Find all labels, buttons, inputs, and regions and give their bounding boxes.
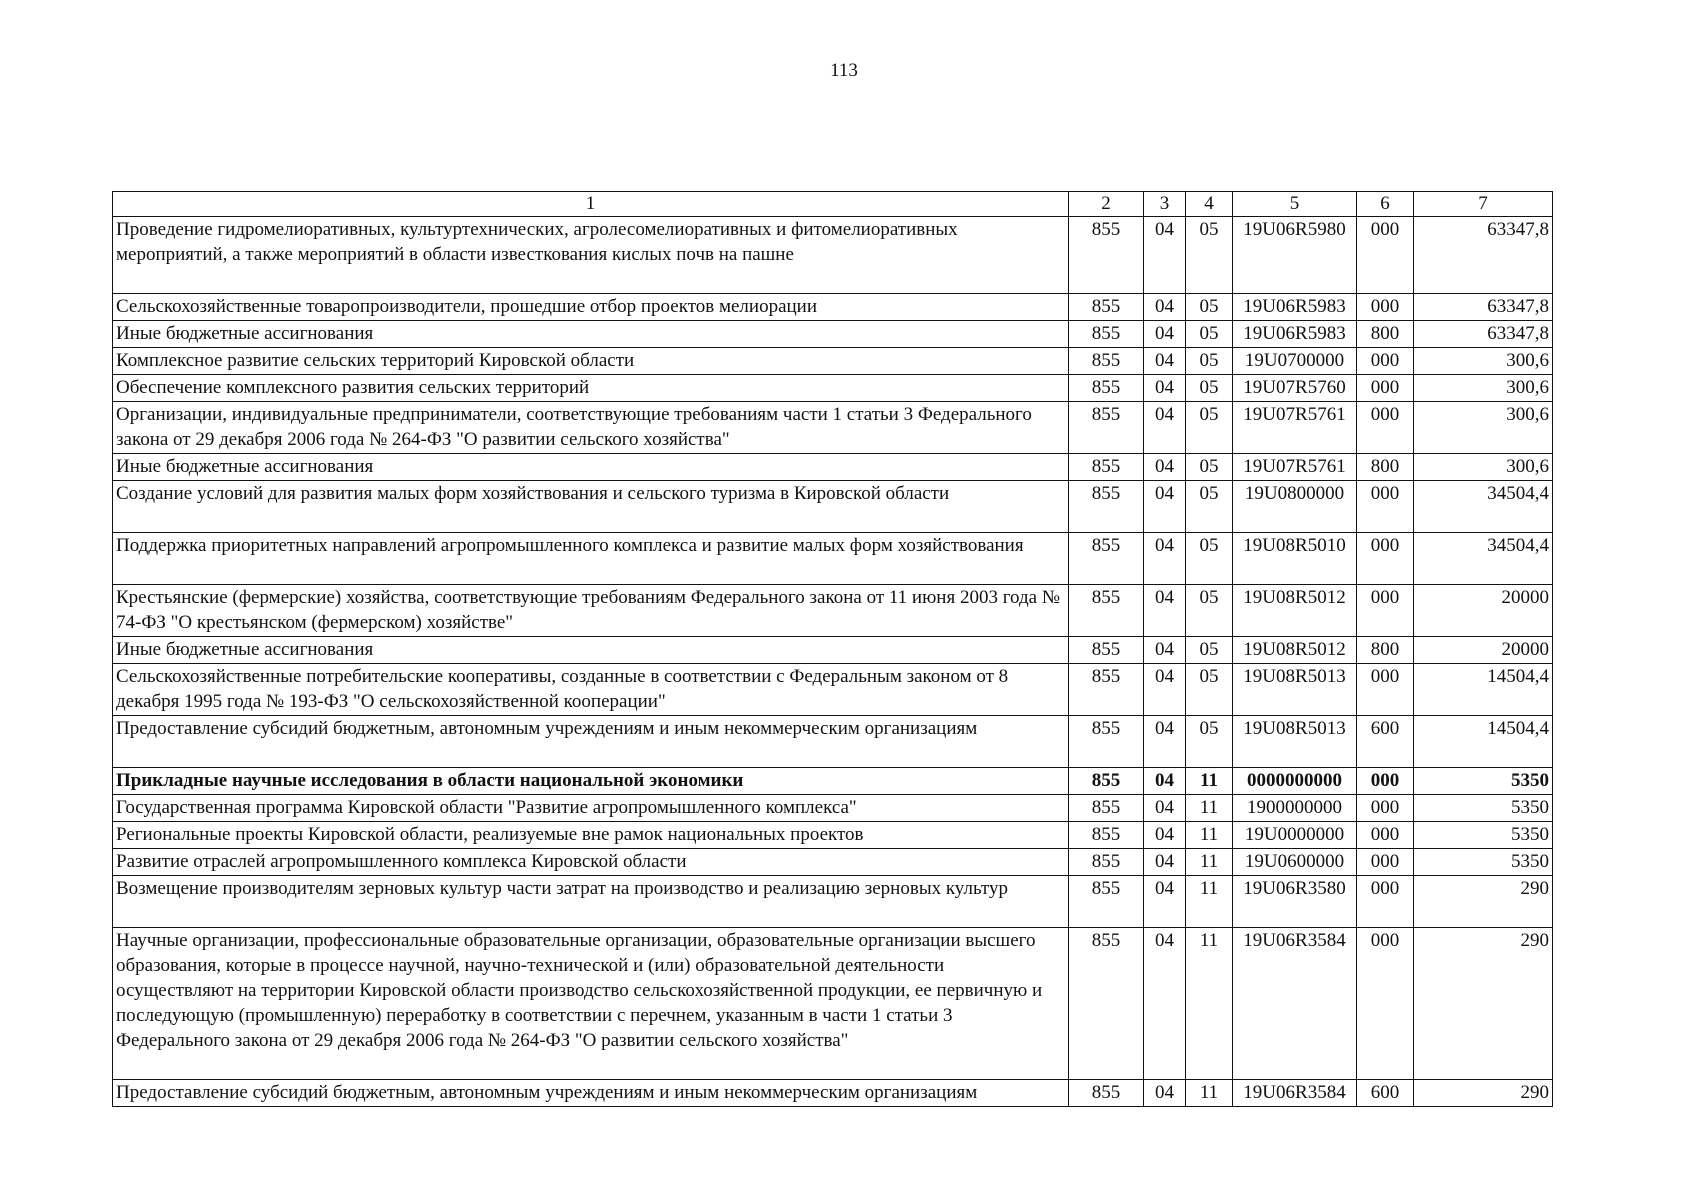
section-code-cell: 04 bbox=[1144, 876, 1186, 928]
ministry-code-cell: 855 bbox=[1069, 768, 1144, 795]
ministry-code-cell: 855 bbox=[1069, 217, 1144, 294]
table-row bbox=[113, 402, 1553, 454]
column-header: 2 bbox=[1069, 192, 1144, 217]
section-code-cell: 04 bbox=[1144, 481, 1186, 533]
amount-cell: 5350 bbox=[1414, 822, 1553, 849]
row-name-cell: Прикладные научные исследования в области национальной экономики bbox=[113, 768, 1069, 795]
row-name-cell: Организации, индивидуальные предприниматели, соответствующие требованиям части 1 статьи 3 Федерального закона от 29 декабря 2006 года № 264-ФЗ "О развитии сельского хозяйства" bbox=[113, 402, 1069, 454]
amount-cell: 14504,4 bbox=[1414, 664, 1553, 716]
table-body bbox=[113, 217, 1553, 1107]
subsection-code-cell: 05 bbox=[1186, 217, 1233, 294]
subsection-code-cell: 11 bbox=[1186, 768, 1233, 795]
target-article-cell: 19U08R5012 bbox=[1233, 585, 1357, 637]
ministry-code-cell: 855 bbox=[1069, 637, 1144, 664]
section-code-cell: 04 bbox=[1144, 795, 1186, 822]
table-row bbox=[113, 928, 1553, 1080]
amount-cell: 290 bbox=[1414, 928, 1553, 1080]
table-row bbox=[113, 585, 1553, 637]
subsection-code-cell: 05 bbox=[1186, 481, 1233, 533]
expense-type-cell: 000 bbox=[1357, 876, 1414, 928]
amount-cell: 290 bbox=[1414, 1080, 1553, 1107]
ministry-code-cell: 855 bbox=[1069, 795, 1144, 822]
column-number-row bbox=[113, 192, 1553, 217]
expense-type-cell: 000 bbox=[1357, 533, 1414, 585]
section-code-cell: 04 bbox=[1144, 822, 1186, 849]
table-row bbox=[113, 533, 1553, 585]
table-row bbox=[113, 217, 1553, 294]
amount-cell: 14504,4 bbox=[1414, 716, 1553, 768]
table-row bbox=[113, 795, 1553, 822]
subsection-code-cell: 05 bbox=[1186, 402, 1233, 454]
amount-cell: 300,6 bbox=[1414, 454, 1553, 481]
row-name-cell: Комплексное развитие сельских территорий Кировской области bbox=[113, 348, 1069, 375]
row-name-cell: Развитие отраслей агропромышленного комплекса Кировской области bbox=[113, 849, 1069, 876]
table-row bbox=[113, 664, 1553, 716]
target-article-cell: 19U0000000 bbox=[1233, 822, 1357, 849]
target-article-cell: 19U08R5013 bbox=[1233, 716, 1357, 768]
section-code-cell: 04 bbox=[1144, 321, 1186, 348]
table-row bbox=[113, 375, 1553, 402]
section-code-cell: 04 bbox=[1144, 217, 1186, 294]
ministry-code-cell: 855 bbox=[1069, 454, 1144, 481]
amount-cell: 63347,8 bbox=[1414, 217, 1553, 294]
section-code-cell: 04 bbox=[1144, 375, 1186, 402]
expense-type-cell: 600 bbox=[1357, 1080, 1414, 1107]
ministry-code-cell: 855 bbox=[1069, 876, 1144, 928]
subsection-code-cell: 05 bbox=[1186, 454, 1233, 481]
ministry-code-cell: 855 bbox=[1069, 294, 1144, 321]
subsection-code-cell: 05 bbox=[1186, 294, 1233, 321]
ministry-code-cell: 855 bbox=[1069, 533, 1144, 585]
section-code-cell: 04 bbox=[1144, 637, 1186, 664]
row-name-cell: Проведение гидромелиоративных, культуртехнических, агролесомелиоративных и фитомелиоративных мероприятий, а также мероприятий в области известкования кислых почв на пашне bbox=[113, 217, 1069, 294]
amount-cell: 20000 bbox=[1414, 585, 1553, 637]
target-article-cell: 0000000000 bbox=[1233, 768, 1357, 795]
target-article-cell: 19U06R3584 bbox=[1233, 928, 1357, 1080]
expense-type-cell: 000 bbox=[1357, 795, 1414, 822]
subsection-code-cell: 05 bbox=[1186, 533, 1233, 585]
row-name-cell: Государственная программа Кировской области "Развитие агропромышленного комплекса" bbox=[113, 795, 1069, 822]
table-row bbox=[113, 321, 1553, 348]
row-name-cell: Иные бюджетные ассигнования bbox=[113, 321, 1069, 348]
table-row bbox=[113, 454, 1553, 481]
section-code-cell: 04 bbox=[1144, 768, 1186, 795]
ministry-code-cell: 855 bbox=[1069, 481, 1144, 533]
target-article-cell: 19U06R5983 bbox=[1233, 321, 1357, 348]
row-name-cell: Иные бюджетные ассигнования bbox=[113, 454, 1069, 481]
target-article-cell: 19U07R5760 bbox=[1233, 375, 1357, 402]
expense-type-cell: 800 bbox=[1357, 454, 1414, 481]
column-header: 1 bbox=[113, 192, 1069, 217]
amount-cell: 63347,8 bbox=[1414, 321, 1553, 348]
target-article-cell: 19U07R5761 bbox=[1233, 454, 1357, 481]
amount-cell: 290 bbox=[1414, 876, 1553, 928]
budget-table bbox=[112, 191, 1553, 1107]
expense-type-cell: 000 bbox=[1357, 928, 1414, 1080]
row-name-cell: Обеспечение комплексного развития сельских территорий bbox=[113, 375, 1069, 402]
section-code-cell: 04 bbox=[1144, 585, 1186, 637]
row-name-cell: Иные бюджетные ассигнования bbox=[113, 637, 1069, 664]
amount-cell: 34504,4 bbox=[1414, 533, 1553, 585]
expense-type-cell: 000 bbox=[1357, 481, 1414, 533]
column-header: 7 bbox=[1414, 192, 1553, 217]
ministry-code-cell: 855 bbox=[1069, 664, 1144, 716]
row-name-cell: Предоставление субсидий бюджетным, автономным учреждениям и иным некоммерческим организациям bbox=[113, 716, 1069, 768]
target-article-cell: 19U06R5980 bbox=[1233, 217, 1357, 294]
section-code-cell: 04 bbox=[1144, 928, 1186, 1080]
amount-cell: 300,6 bbox=[1414, 375, 1553, 402]
row-name-cell: Сельскохозяйственные потребительские кооперативы, созданные в соответствии с Федеральным законом от 8 декабря 1995 года № 193-ФЗ "О сельскохозяйственной кооперации" bbox=[113, 664, 1069, 716]
expense-type-cell: 000 bbox=[1357, 217, 1414, 294]
table-row bbox=[113, 716, 1553, 768]
section-code-cell: 04 bbox=[1144, 849, 1186, 876]
amount-cell: 20000 bbox=[1414, 637, 1553, 664]
ministry-code-cell: 855 bbox=[1069, 375, 1144, 402]
subsection-code-cell: 11 bbox=[1186, 1080, 1233, 1107]
amount-cell: 5350 bbox=[1414, 849, 1553, 876]
row-name-cell: Научные организации, профессиональные образовательные организации, образовательные организации высшего образования, которые в процессе научной, научно-технической и (или) образовательной деятельности осуществляют на территории Кировской области производство сельскохозяйственной продукции, ее первичную и последующую (промышленную) переработку в соответствии с перечнем, указанным в части 1 статьи 3 Федерального закона от 29 декабря 2006 года № 264-ФЗ "О развитии сельского хозяйства" bbox=[113, 928, 1069, 1080]
target-article-cell: 19U0600000 bbox=[1233, 849, 1357, 876]
section-code-cell: 04 bbox=[1144, 348, 1186, 375]
ministry-code-cell: 855 bbox=[1069, 585, 1144, 637]
subsection-code-cell: 11 bbox=[1186, 795, 1233, 822]
ministry-code-cell: 855 bbox=[1069, 849, 1144, 876]
expense-type-cell: 000 bbox=[1357, 822, 1414, 849]
expense-type-cell: 000 bbox=[1357, 402, 1414, 454]
column-header: 6 bbox=[1357, 192, 1414, 217]
target-article-cell: 19U07R5761 bbox=[1233, 402, 1357, 454]
row-name-cell: Создание условий для развития малых форм хозяйствования и сельского туризма в Кировской области bbox=[113, 481, 1069, 533]
expense-type-cell: 800 bbox=[1357, 637, 1414, 664]
section-code-cell: 04 bbox=[1144, 1080, 1186, 1107]
target-article-cell: 19U08R5013 bbox=[1233, 664, 1357, 716]
section-code-cell: 04 bbox=[1144, 716, 1186, 768]
ministry-code-cell: 855 bbox=[1069, 321, 1144, 348]
amount-cell: 300,6 bbox=[1414, 402, 1553, 454]
subsection-code-cell: 05 bbox=[1186, 637, 1233, 664]
expense-type-cell: 800 bbox=[1357, 321, 1414, 348]
subsection-code-cell: 05 bbox=[1186, 585, 1233, 637]
table-row bbox=[113, 637, 1553, 664]
subsection-code-cell: 05 bbox=[1186, 375, 1233, 402]
column-header: 3 bbox=[1144, 192, 1186, 217]
ministry-code-cell: 855 bbox=[1069, 822, 1144, 849]
target-article-cell: 19U08R5012 bbox=[1233, 637, 1357, 664]
table-row bbox=[113, 1080, 1553, 1107]
target-article-cell: 19U06R3584 bbox=[1233, 1080, 1357, 1107]
target-article-cell: 19U0700000 bbox=[1233, 348, 1357, 375]
target-article-cell: 19U08R5010 bbox=[1233, 533, 1357, 585]
column-header: 4 bbox=[1186, 192, 1233, 217]
expense-type-cell: 000 bbox=[1357, 768, 1414, 795]
ministry-code-cell: 855 bbox=[1069, 348, 1144, 375]
expense-type-cell: 600 bbox=[1357, 716, 1414, 768]
amount-cell: 5350 bbox=[1414, 768, 1553, 795]
expense-type-cell: 000 bbox=[1357, 294, 1414, 321]
target-article-cell: 19U06R3580 bbox=[1233, 876, 1357, 928]
subsection-code-cell: 05 bbox=[1186, 348, 1233, 375]
table-row bbox=[113, 348, 1553, 375]
target-article-cell: 19U0800000 bbox=[1233, 481, 1357, 533]
target-article-cell: 1900000000 bbox=[1233, 795, 1357, 822]
expense-type-cell: 000 bbox=[1357, 849, 1414, 876]
table-row bbox=[113, 849, 1553, 876]
target-article-cell: 19U06R5983 bbox=[1233, 294, 1357, 321]
subsection-code-cell: 11 bbox=[1186, 822, 1233, 849]
expense-type-cell: 000 bbox=[1357, 664, 1414, 716]
subsection-code-cell: 11 bbox=[1186, 876, 1233, 928]
section-code-cell: 04 bbox=[1144, 294, 1186, 321]
row-name-cell: Предоставление субсидий бюджетным, автономным учреждениям и иным некоммерческим организациям bbox=[113, 1080, 1069, 1107]
ministry-code-cell: 855 bbox=[1069, 716, 1144, 768]
subsection-code-cell: 11 bbox=[1186, 849, 1233, 876]
amount-cell: 34504,4 bbox=[1414, 481, 1553, 533]
table-row bbox=[113, 876, 1553, 928]
table-row bbox=[113, 481, 1553, 533]
subsection-code-cell: 05 bbox=[1186, 716, 1233, 768]
section-code-cell: 04 bbox=[1144, 664, 1186, 716]
section-code-cell: 04 bbox=[1144, 454, 1186, 481]
subsection-code-cell: 05 bbox=[1186, 321, 1233, 348]
section-code-cell: 04 bbox=[1144, 402, 1186, 454]
table-row bbox=[113, 294, 1553, 321]
expense-type-cell: 000 bbox=[1357, 375, 1414, 402]
row-name-cell: Возмещение производителям зерновых культур части затрат на производство и реализацию зерновых культур bbox=[113, 876, 1069, 928]
subsection-code-cell: 11 bbox=[1186, 928, 1233, 1080]
expense-type-cell: 000 bbox=[1357, 585, 1414, 637]
ministry-code-cell: 855 bbox=[1069, 1080, 1144, 1107]
ministry-code-cell: 855 bbox=[1069, 928, 1144, 1080]
subsection-code-cell: 05 bbox=[1186, 664, 1233, 716]
amount-cell: 5350 bbox=[1414, 795, 1553, 822]
row-name-cell: Поддержка приоритетных направлений агропромышленного комплекса и развитие малых форм хозяйствования bbox=[113, 533, 1069, 585]
row-name-cell: Крестьянские (фермерские) хозяйства, соответствующие требованиям Федерального закона от 11 июня 2003 года № 74-ФЗ "О крестьянском (фермерском) хозяйстве" bbox=[113, 585, 1069, 637]
expense-type-cell: 000 bbox=[1357, 348, 1414, 375]
row-name-cell: Сельскохозяйственные товаропроизводители, прошедшие отбор проектов мелиорации bbox=[113, 294, 1069, 321]
table-row bbox=[113, 768, 1553, 795]
ministry-code-cell: 855 bbox=[1069, 402, 1144, 454]
page-number: 113 bbox=[830, 60, 858, 81]
amount-cell: 63347,8 bbox=[1414, 294, 1553, 321]
column-header: 5 bbox=[1233, 192, 1357, 217]
row-name-cell: Региональные проекты Кировской области, реализуемые вне рамок национальных проектов bbox=[113, 822, 1069, 849]
amount-cell: 300,6 bbox=[1414, 348, 1553, 375]
table-row bbox=[113, 822, 1553, 849]
section-code-cell: 04 bbox=[1144, 533, 1186, 585]
